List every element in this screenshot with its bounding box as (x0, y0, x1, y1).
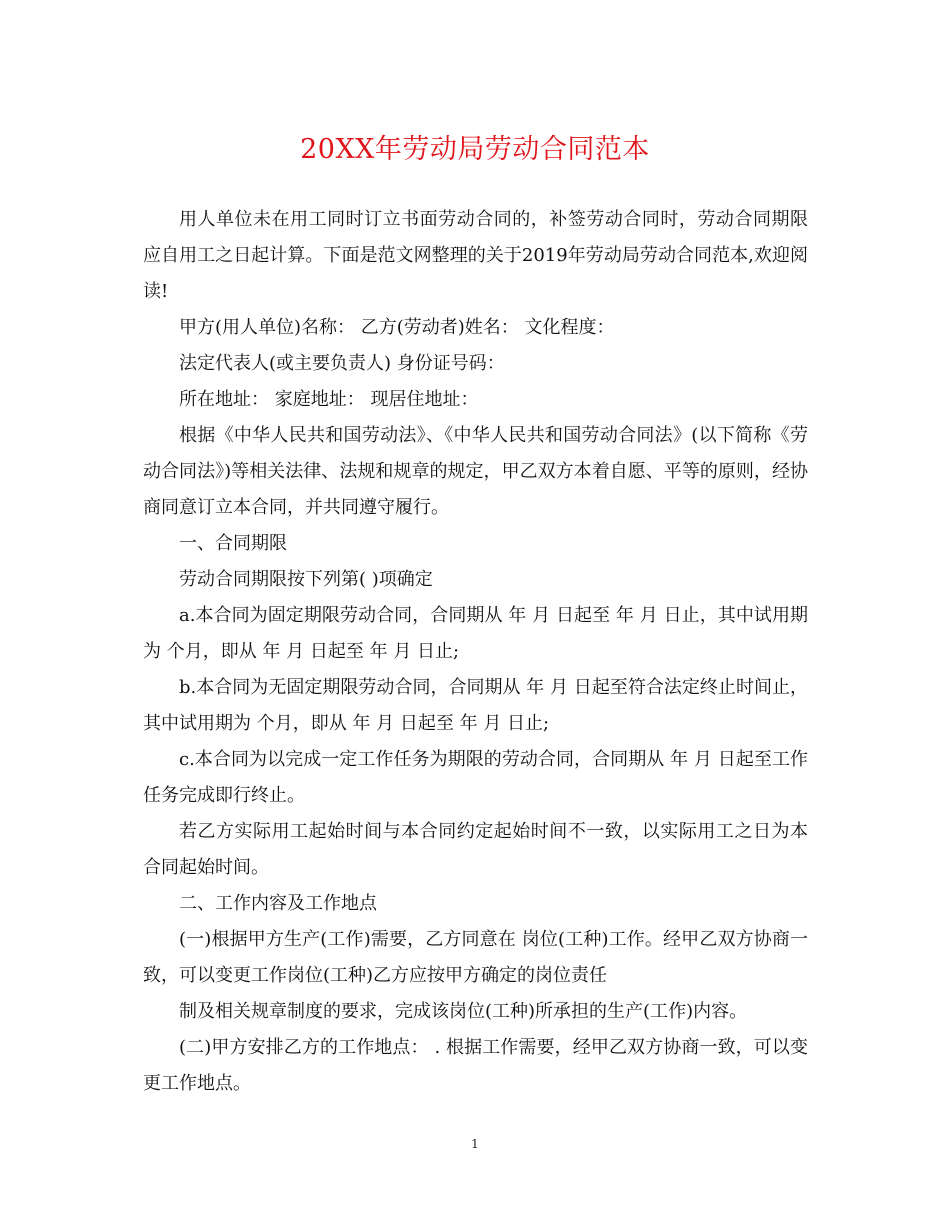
legal-basis-paragraph: 根据《中华人民共和国劳动法》、《中华人民共和国劳动合同法》(以下简称《劳动合同法》)等相关法律、法规和规章的规定，甲乙双方本着自愿、平等的原则，经协商同意订立本合同，并共同遵守履行。 (143, 425, 808, 518)
term-option-a: a.本合同为固定期限劳动合同，合同期从 年 月 日起至 年 月 日止，其中试用期为 个月，即从 年 月 日起至 年 月 日止; (143, 605, 808, 662)
work-content-paragraph-2: 制及相关规章制度的要求，完成该岗位(工种)所承担的生产(工作)内容。 (179, 1001, 748, 1022)
page-number: 1 (471, 1137, 479, 1151)
start-time-paragraph: 若乙方实际用工起始时间与本合同约定起始时间不一致，以实际用工之日为本合同起始时间。 (143, 821, 808, 878)
document-body (143, 202, 808, 1102)
intro-paragraph: 用人单位未在用工同时订立书面劳动合同的，补签劳动合同时，劳动合同期限应自用工之日起计算。下面是范文网整理的关于2019年劳动局劳动合同范本,欢迎阅读! (143, 209, 808, 302)
term-option-c: c.本合同为以完成一定工作任务为期限的劳动合同，合同期从 年 月 日起至工作任务完成即行终止。 (143, 749, 808, 806)
address-line: 所在地址： 家庭地址： 现居住地址： (179, 389, 479, 410)
section-heading-work-content: 二、工作内容及工作地点 (179, 893, 377, 914)
legal-representative-line: 法定代表人(或主要负责人) 身份证号码： (179, 353, 505, 374)
work-location-paragraph: (二)甲方安排乙方的工作地点： . 根据工作需要，经甲乙双方协商一致，可以变更工作地点。 (143, 1037, 808, 1094)
document-title: 20XX年劳动局劳动合同范本 (300, 134, 650, 165)
work-content-paragraph-1: (一)根据甲方生产(工作)需要，乙方同意在 岗位(工种)工作。经甲乙双方协商一致，可以变更工作岗位(工种)乙方应按甲方确定的岗位责任 (143, 929, 808, 986)
term-selection-line: 劳动合同期限按下列第( )项确定 (179, 569, 433, 590)
party-a-name-line: 甲方(用人单位)名称： 乙方(劳动者)姓名： 文化程度： (179, 317, 615, 338)
term-option-b: b.本合同为无固定期限劳动合同，合同期从 年 月 日起至符合法定终止时间止，其中试用期为 个月，即从 年 月 日起至 年 月 日止; (143, 677, 808, 734)
section-heading-contract-term: 一、合同期限 (179, 533, 287, 554)
